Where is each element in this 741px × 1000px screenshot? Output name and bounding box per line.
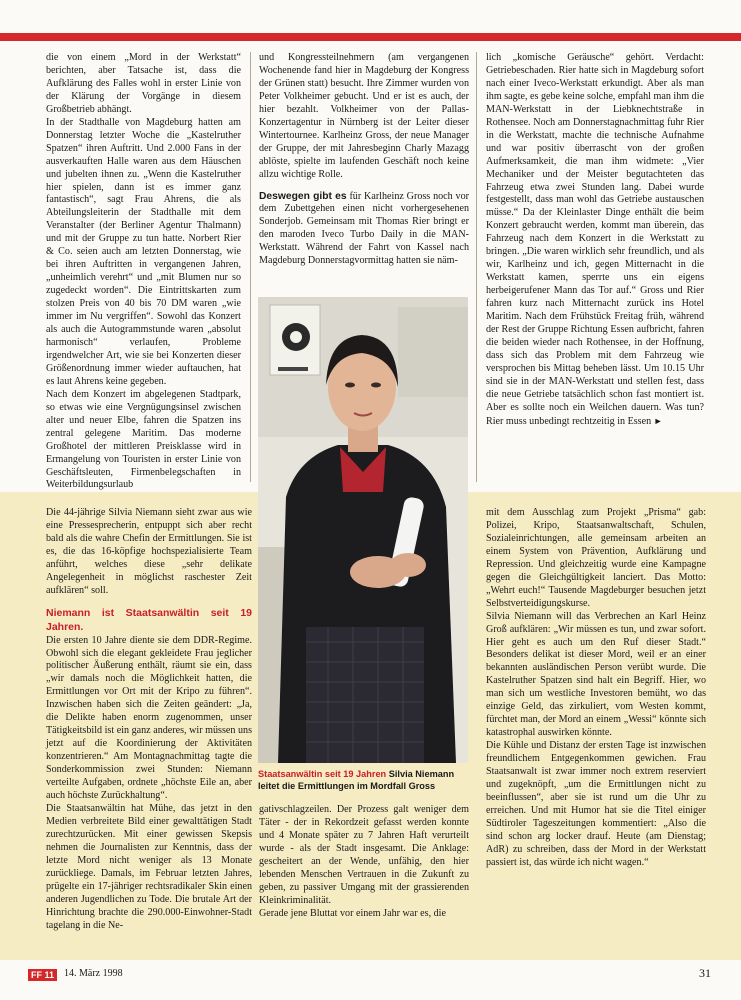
continue-arrow-icon: ►: [653, 415, 663, 426]
column-divider: [476, 52, 477, 482]
page-number: 31: [699, 966, 711, 980]
magazine-badge: FF 11: [28, 969, 57, 981]
paragraph-text: für Karlheinz Gross noch vor dem Zubettgehen einen nicht vorhergesehenen Sonderjob. Gemeinsam mit Thomas Rier bringt er den maroden Iveco Turbo Daily in die MAN-Werkstatt. Während der Fahrt von Kassel nach Magdeburg Donnerstagvormittag hatten sie näm-: [259, 190, 469, 267]
caption-lead: Staatsanwältin seit 19 Jahren: [258, 769, 387, 779]
paragraph-text: lich „komische Geräusche“ gehört. Verdacht: Getriebeschaden. Rier hatte sich in Magdeburg sofort nach einer Iveco-Werkstatt erkundigt. Aber als man ihm sagte, es gebe keine solche, empfahl man ihm die MAN-Werkstatt in der Liebknechtstraße in Rothensee. Noch am Donnerstagnachmittag fuhr Rier in die Werkstatt, machte die technische Aufnahme und war positiv überrascht von der großen Aufmerksamkeit, die man ihm widmete: „Vier Mechaniker und der Meister begutachteten das Fahrzeug etwa zwei Stunden lang. Dabei wurde festgestellt, dass man wohl das Getriebe austauschen müsse.“ Da der Kleinlaster Dinge enthält die beim Konzert gebraucht werden, kommt man überein, das Fahrzeug nach dem Konzert in die Werkstatt zu bringen. „Die waren wirklich sehr freundlich, und als wir, Karlheinz und ich, gegen Mitternacht in die Werkstatt kamen, sperrte uns ein eigens herbeigerufener Mann das Tor auf.“ Gross und Rier fahren kurz nach Mitternacht zurück ins Hotel Maritim. Nach dem Frühstück Freitag früh, während der Rest der Gruppe Richtung Essen aufbricht, fahren die beiden wieder nach Rothensee, in der Hoffnung, dass sich das Problem mit dem Fahrzeug wie versprochen bis Mittag beheben lässt. Um 10.15 Uhr sind sie in der MAN-Werkstatt und stellen fest, dass die neue Getriebe tatsächlich schon fast montiert ist. Aber es sollte noch ein Weilchen dauern. Was tun? Rier muss unbedingt rechtzeitig in Essen: [486, 52, 704, 427]
paragraph: Gerade jene Bluttat vor einem Jahr war es, die: [259, 907, 446, 919]
paragraph: gativschlagzeilen. Der Prozess galt weniger dem Täter - der in Rekordzeit gefasst werden konnte und 4 Monate später zu 7 Jahren Haft verurteilt wurde - als der Stadt insgesamt. Die Anklage: gescheitert an der Wende, unfähig, den hier lebenden Menschen Vertrauen in die Zukunft zu geben, zu passiver Umgang mit der grassierenden Kleinkriminalität.: [259, 804, 469, 906]
article-column-3: [486, 52, 704, 429]
paragraph: [486, 52, 704, 429]
column-divider: [250, 52, 251, 482]
portrait-photo: [258, 297, 468, 763]
paragraph: Nach dem Konzert im abgelegenen Stadtpark, so etwas wie eine Vergnügungsinsel zwischen alter und neuer Elbe, fahren die Spatzen ins zentral gelegene Maritim. Das moderne Großhotel der mittleren Preisklasse wird in Ermangelung von Touristen in erster Linie von Geschäftsleuten, Firmenbelegschaften in Weiterbildungsurlaub: [46, 388, 241, 491]
paragraph-lead: Deswegen gibt es: [259, 190, 347, 202]
article-column-1: [46, 52, 241, 492]
photo-caption: [258, 768, 468, 792]
paragraph: Die 44-jährige Silvia Niemann sieht zwar aus wie eine Pressesprecherin, entpuppt sich aber recht bald als die wahre Chefin der Ermittlungen. Sie ist es, die das 16-köpfige hochspezialisierte Team anführt, welches diese „sehr delikate Angelegenheit in möglichst raschester Zeit aufklären“ soll.: [46, 507, 252, 596]
paragraph: In der Stadthalle von Magdeburg hatten am Donnerstag letzter Woche die „Kastelruther Spatzen“ ihren Auftritt. Und 2.000 Fans in der ausverkauften Halle waren aus dem Häuschen und jubelten ihnen zu. „Wenn die Kastelruther hier spielen, dann ist es immer ganz fantastisch“, sagt Frau Ahrens, die als Abteilungsleiterin der Stadthalle mit dem Veranstalter (der Berliner Agentur Thalmann) und mit der Gruppe zu tun hatte. Norbert Rier & Co. seien auch am letzten Donnerstag, wie bei ihren Auftritten in vergangenen Jahren, „unheimlich verehrt“ und „mit Blumen nur so zugedeckt worden“. Die Eintrittskarten zum stolzen Preis von 40 bis 70 DM waren „wie immer im Nu vergriffen“. Sowohl das Konzert als auch die Autogrammstunde waren „absolut harmonisch“ verlaufen, Probleme irgendwelcher Art, wie sie bei Konzerten dieser Größenordnung immer wieder auftauchen, hat es laut Ahrens keine gegeben.: [46, 116, 241, 387]
paragraph: [259, 191, 469, 269]
box-column-1: [46, 507, 252, 933]
paragraph: Die Kühle und Distanz der ersten Tage ist inzwischen freundlichem Entgegenkommen gewichen. Frau Staatsanwalt ist zwar immer noch extrem reserviert und zugeknöpft, „um die Ermittlungen nicht zu beeinflussen“, aber sie ist rund um die Uhr zu erreichen. Und mit Humor hat sie die Titel einiger Südtiroler Tageszeitungen kommentiert: „Also die sind schon arg locker drauf. Heute (am Dienstag; AdR) zu schreiben, dass der Mord in der Werkstatt passiert ist, das würde ich nicht wagen.“: [486, 740, 706, 868]
top-red-bar: [0, 33, 741, 41]
box-column-3: [486, 507, 706, 870]
caption-text: Silvia Niemann leitet die Ermittlungen im Mordfall Gross: [258, 769, 455, 791]
paragraph: und Kongressteilnehmern (am vergangenen Wochenende fand hier in Magdeburg der Kongress der Grünen statt) besucht. Ihre Zimmer wurden von Peter Volkheimer gebucht. Und er ist es auch, der hier bezahlt. Volkheimer von der Pallas-Konzertagentur in Nürnberg ist der Leiter dieser Wintertournee. Karlheinz Gross, der neue Manager der Gruppe, der mit Jahresbeginn Charly Mazagg ablöste, spielte im laufenden Geschäft noch keine allzu wichtige Rolle.: [259, 52, 469, 180]
subhead-text: Niemann ist Staatsanwältin seit 19 Jahren.: [46, 606, 252, 633]
paragraph: die von einem „Mord in der Werkstatt“ berichten, aber Tatsache ist, dass die Aufklärung des Falles wohl in erster Linie von der Klärung der Vorgänge in diesem Großbetrieb abhängt.: [46, 52, 241, 115]
paragraph: Die ersten 10 Jahre diente sie dem DDR-Regime. Obwohl sich die elegant gekleidete Frau jeglicher politischer Äußerung enthält, räumt sie ein, dass „wir damals noch die Möglichkeit hatten, die Ermittlungen vor Ort mit der Kripo zu führen“. Inzwischen haben sich die Zeiten geändert: „Ja, die Delikte haben enorm zugenommen, unser Tätigkeitsbild ist ein ganz anderes, wir müssen uns jetzt auf die Koordinierung der Aktivitäten konzentrieren.“ Am Montagnachmittag tagte die Sonderkommission zwei Stunden: Niemann verteilte Aufgaben, ordnete „höchste Eile an, aber auch höchste Zurückhaltung“.: [46, 634, 252, 802]
box-column-2: [259, 804, 469, 921]
box-subhead: [46, 607, 252, 635]
paragraph: Silvia Niemann will das Verbrechen an Karl Heinz Groß aufklären: „Wir müssen es tun, und zwar sofort. Hier geht es auch um den Ruf dieser Stadt.“ Besonders delikat ist dieser Mord, weil er an einer bekannten ausländischen Person verübt wurde. Die Kastelruther Spatzen sind halt ein Begriff. Hier, wo man sich um westliche Investoren bemüht, wo das einzige Geld, das zirkuliert, vom Westen kommt, fürchtet man, der Mord an einem „Wessi“ könnte sich katastrophal auswirken könnte.: [486, 610, 706, 739]
article-column-2: [259, 52, 469, 268]
issue-date: 14. März 1998: [64, 968, 123, 979]
paragraph: Die Staatsanwältin hat Mühe, das jetzt in den Medien verbreitete Bild einer gewalttätigen Stadt zurechtzurücken. Mit einer gewissen Skepsis nehmen die Journalisten zur Kenntnis, dass der letzte Mord nicht weniger als 13 Monate zurückliege. Damals, im Februar letzten Jahres, prügelte ein 17-jähriger rechtsradikaler Skin einen anderen Jugendlichen zu Tode. Die brutale Art der Hinrichtung brachte die 290.000-Einwohner-Stadt tagelang in die Ne-: [46, 802, 252, 931]
paragraph: mit dem Ausschlag zum Projekt „Prisma“ gab: Polizei, Kripo, Staatsanwaltschaft, Schulen, Sozialeinrichtungen, alle gemeinsam arbeiten an einem System von Prävention, Aufklärung und Repression. Und gleichzeitig wurde eine Kampagne gegen die Gleichgültigkeit lanciert. Das Motto: „Wehrt euch!“ Tausende Magdeburger besuchen jetzt Selbstverteidigungskurse.: [486, 507, 706, 609]
